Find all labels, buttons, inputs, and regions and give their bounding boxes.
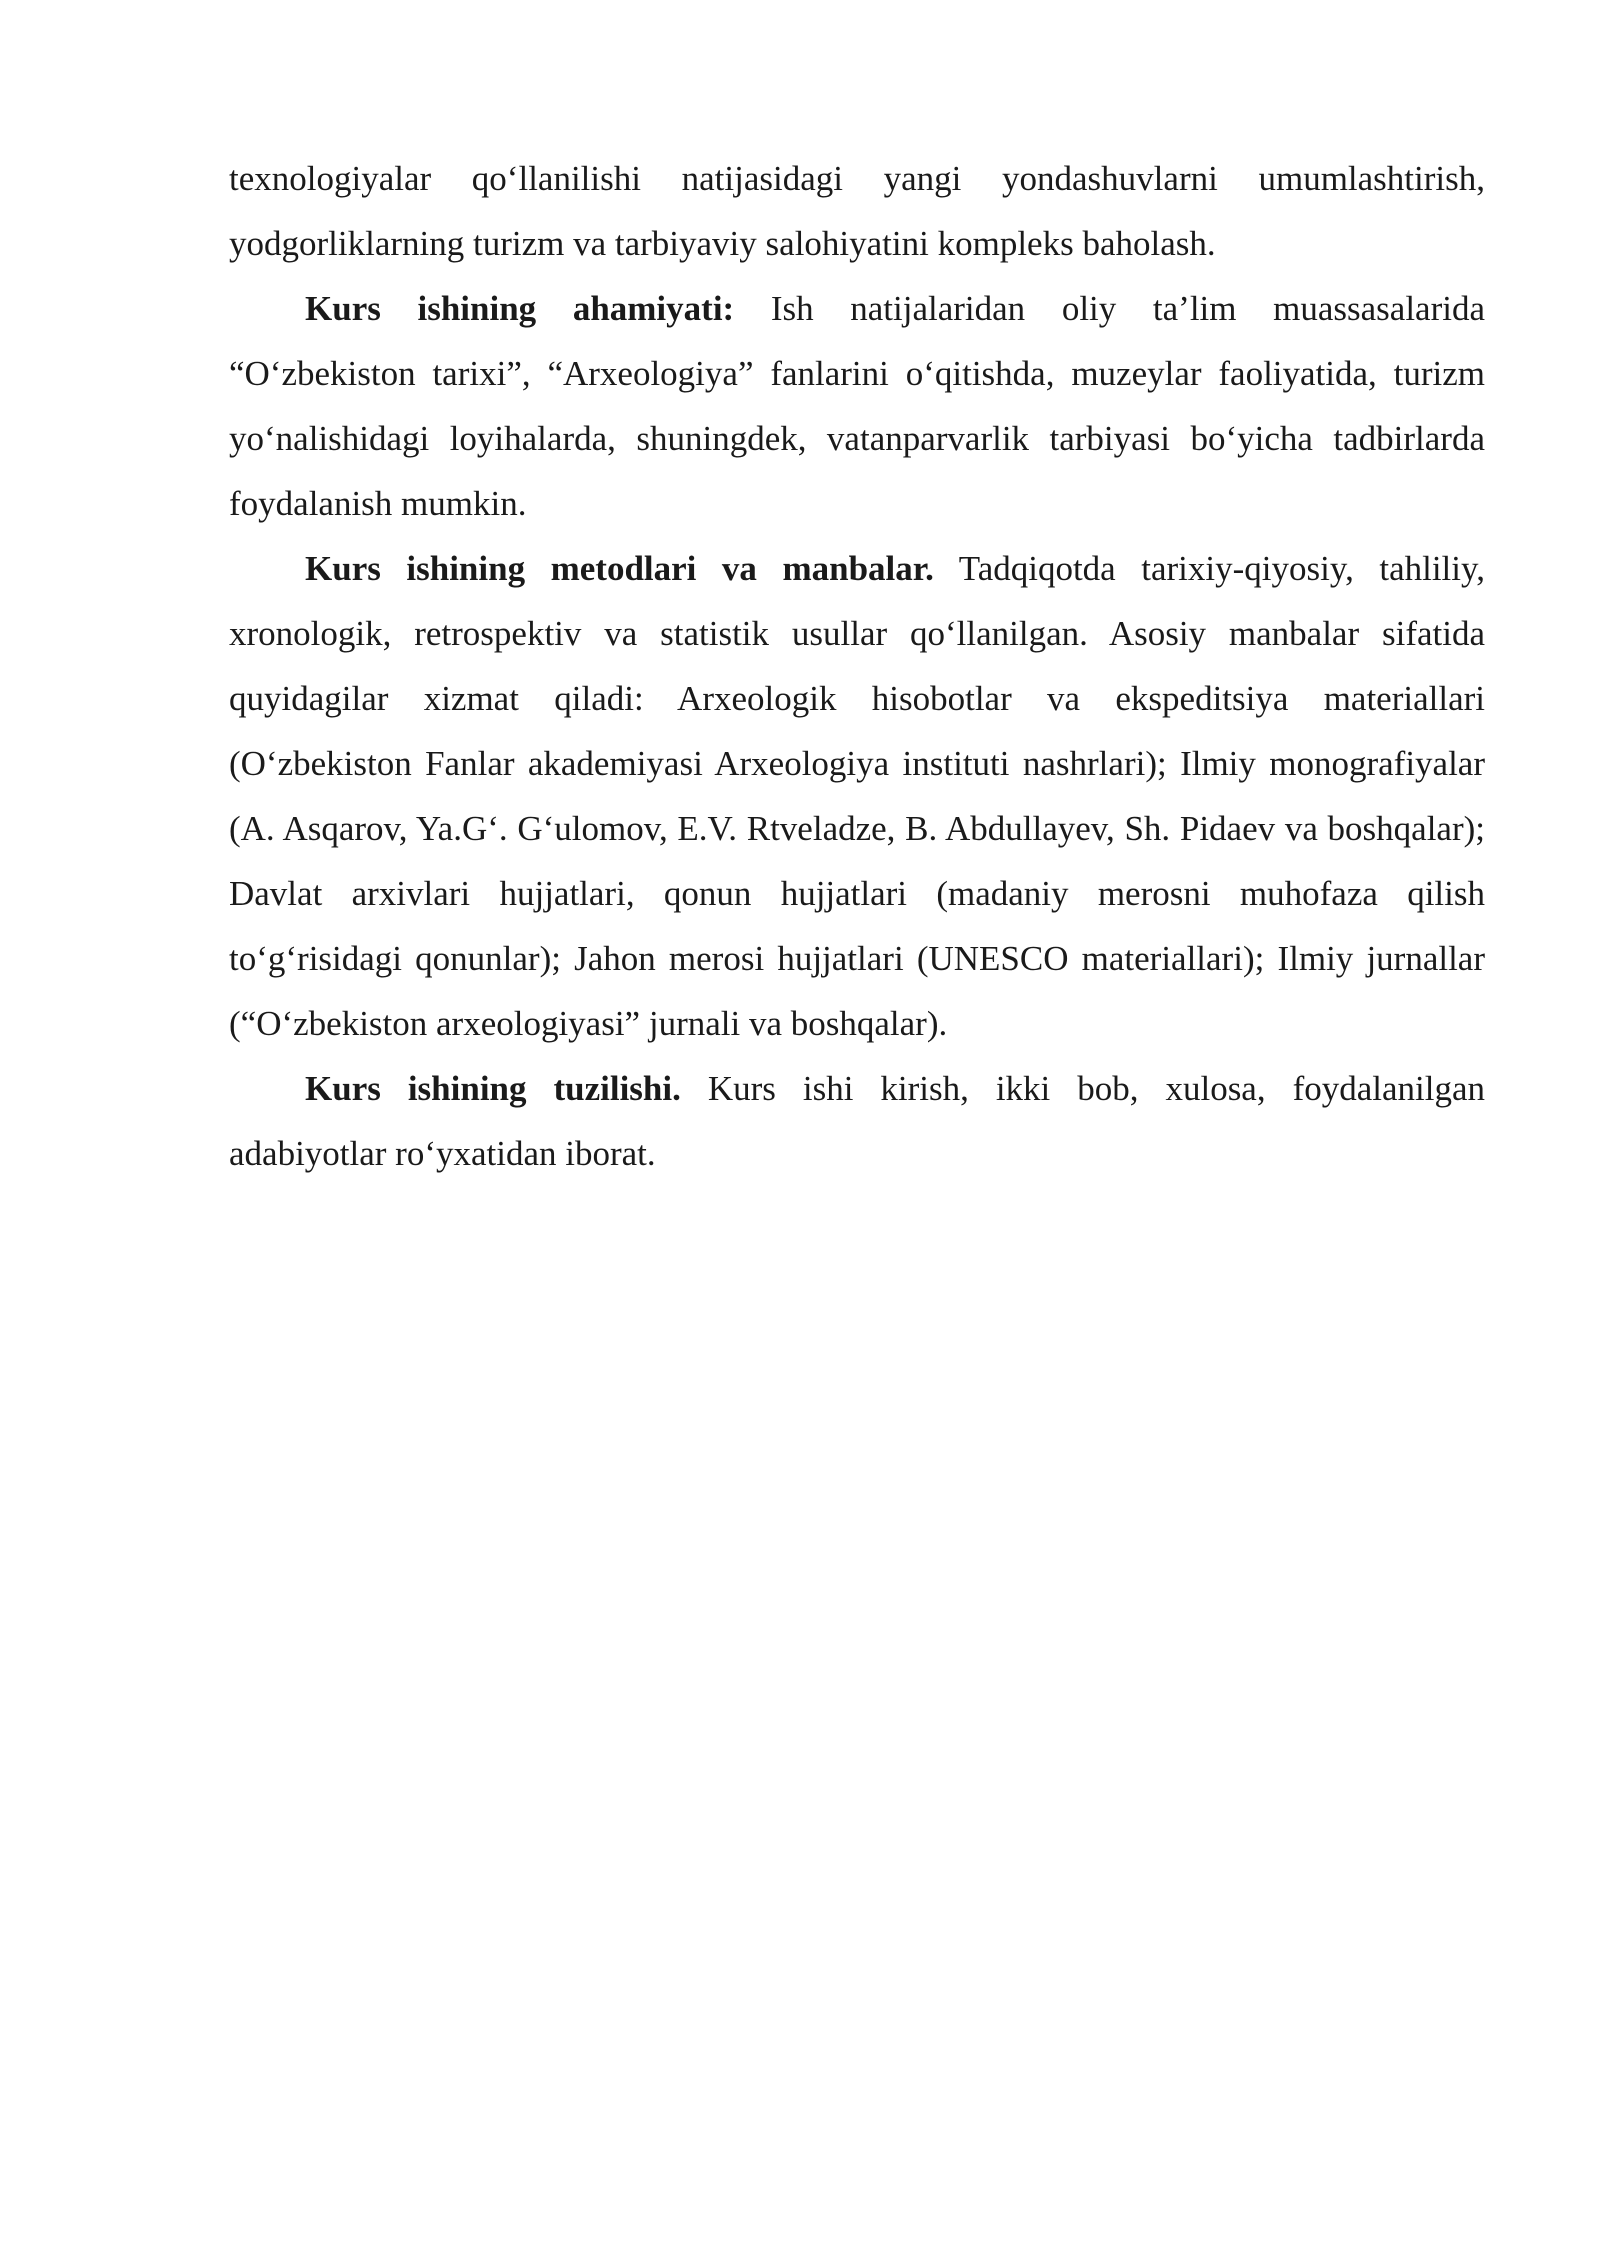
- body-text: [229, 146, 1485, 1186]
- paragraph-text: Tadqiqotda tarixiy-qiyosiy, tahliliy, xronologik, retrospektiv va statistik usullar qo‘llanilgan. Asosiy manbalar sifatida quyidagilar xizmat qiladi: Arxeologik hisobotlar va ekspeditsiya materiallari (O‘zbekiston Fanlar akademiyasi Arxeologiya instituti nashrlari); Ilmiy monografiyalar (A. Asqarov, Ya.G‘. G‘ulomov, E.V. Rtveladze, B. Abdullayev, Sh. Pidaev va boshqalar); Davlat arxivlari hujjatlari, qonun hujjatlari (madaniy merosni muhofaza qilish to‘g‘risidagi qonunlar); Jahon merosi hujjatlari (UNESCO materiallari); Ilmiy jurnallar (“O‘zbekiston arxeologiyasi” jurnali va boshqalar).: [229, 549, 1485, 1043]
- paragraph-importance: [229, 276, 1485, 536]
- paragraph-structure: [229, 1056, 1485, 1186]
- paragraph-text: Ish natijalaridan oliy ta’lim muassasalarida “O‘zbekiston tarixi”, “Arxeologiya” fanlarini o‘qitishda, muzeylar faoliyatida, turizm yo‘nalishidagi loyihalarda, shuningdek, vatanparvarlik tarbiyasi bo‘yicha tadbirlarda foydalanish mumkin.: [229, 289, 1485, 523]
- paragraph-heading: Kurs ishining ahamiyati:: [305, 289, 735, 328]
- paragraph-continuation: [229, 146, 1485, 276]
- paragraph-heading: Kurs ishining metodlari va manbalar.: [305, 549, 934, 588]
- paragraph-text: texnologiyalar qo‘llanilishi natijasidagi yangi yondashuvlarni umumlashtirish, yodgorliklarning turizm va tarbiyaviy salohiyatini kompleks baholash.: [229, 159, 1485, 263]
- paragraph-text: Kurs ishi kirish, ikki bob, xulosa, foydalanilgan adabiyotlar ro‘yxatidan iborat.: [229, 1069, 1485, 1173]
- paragraph-heading: Kurs ishining tuzilishi.: [305, 1069, 681, 1108]
- paragraph-methods: [229, 536, 1485, 1056]
